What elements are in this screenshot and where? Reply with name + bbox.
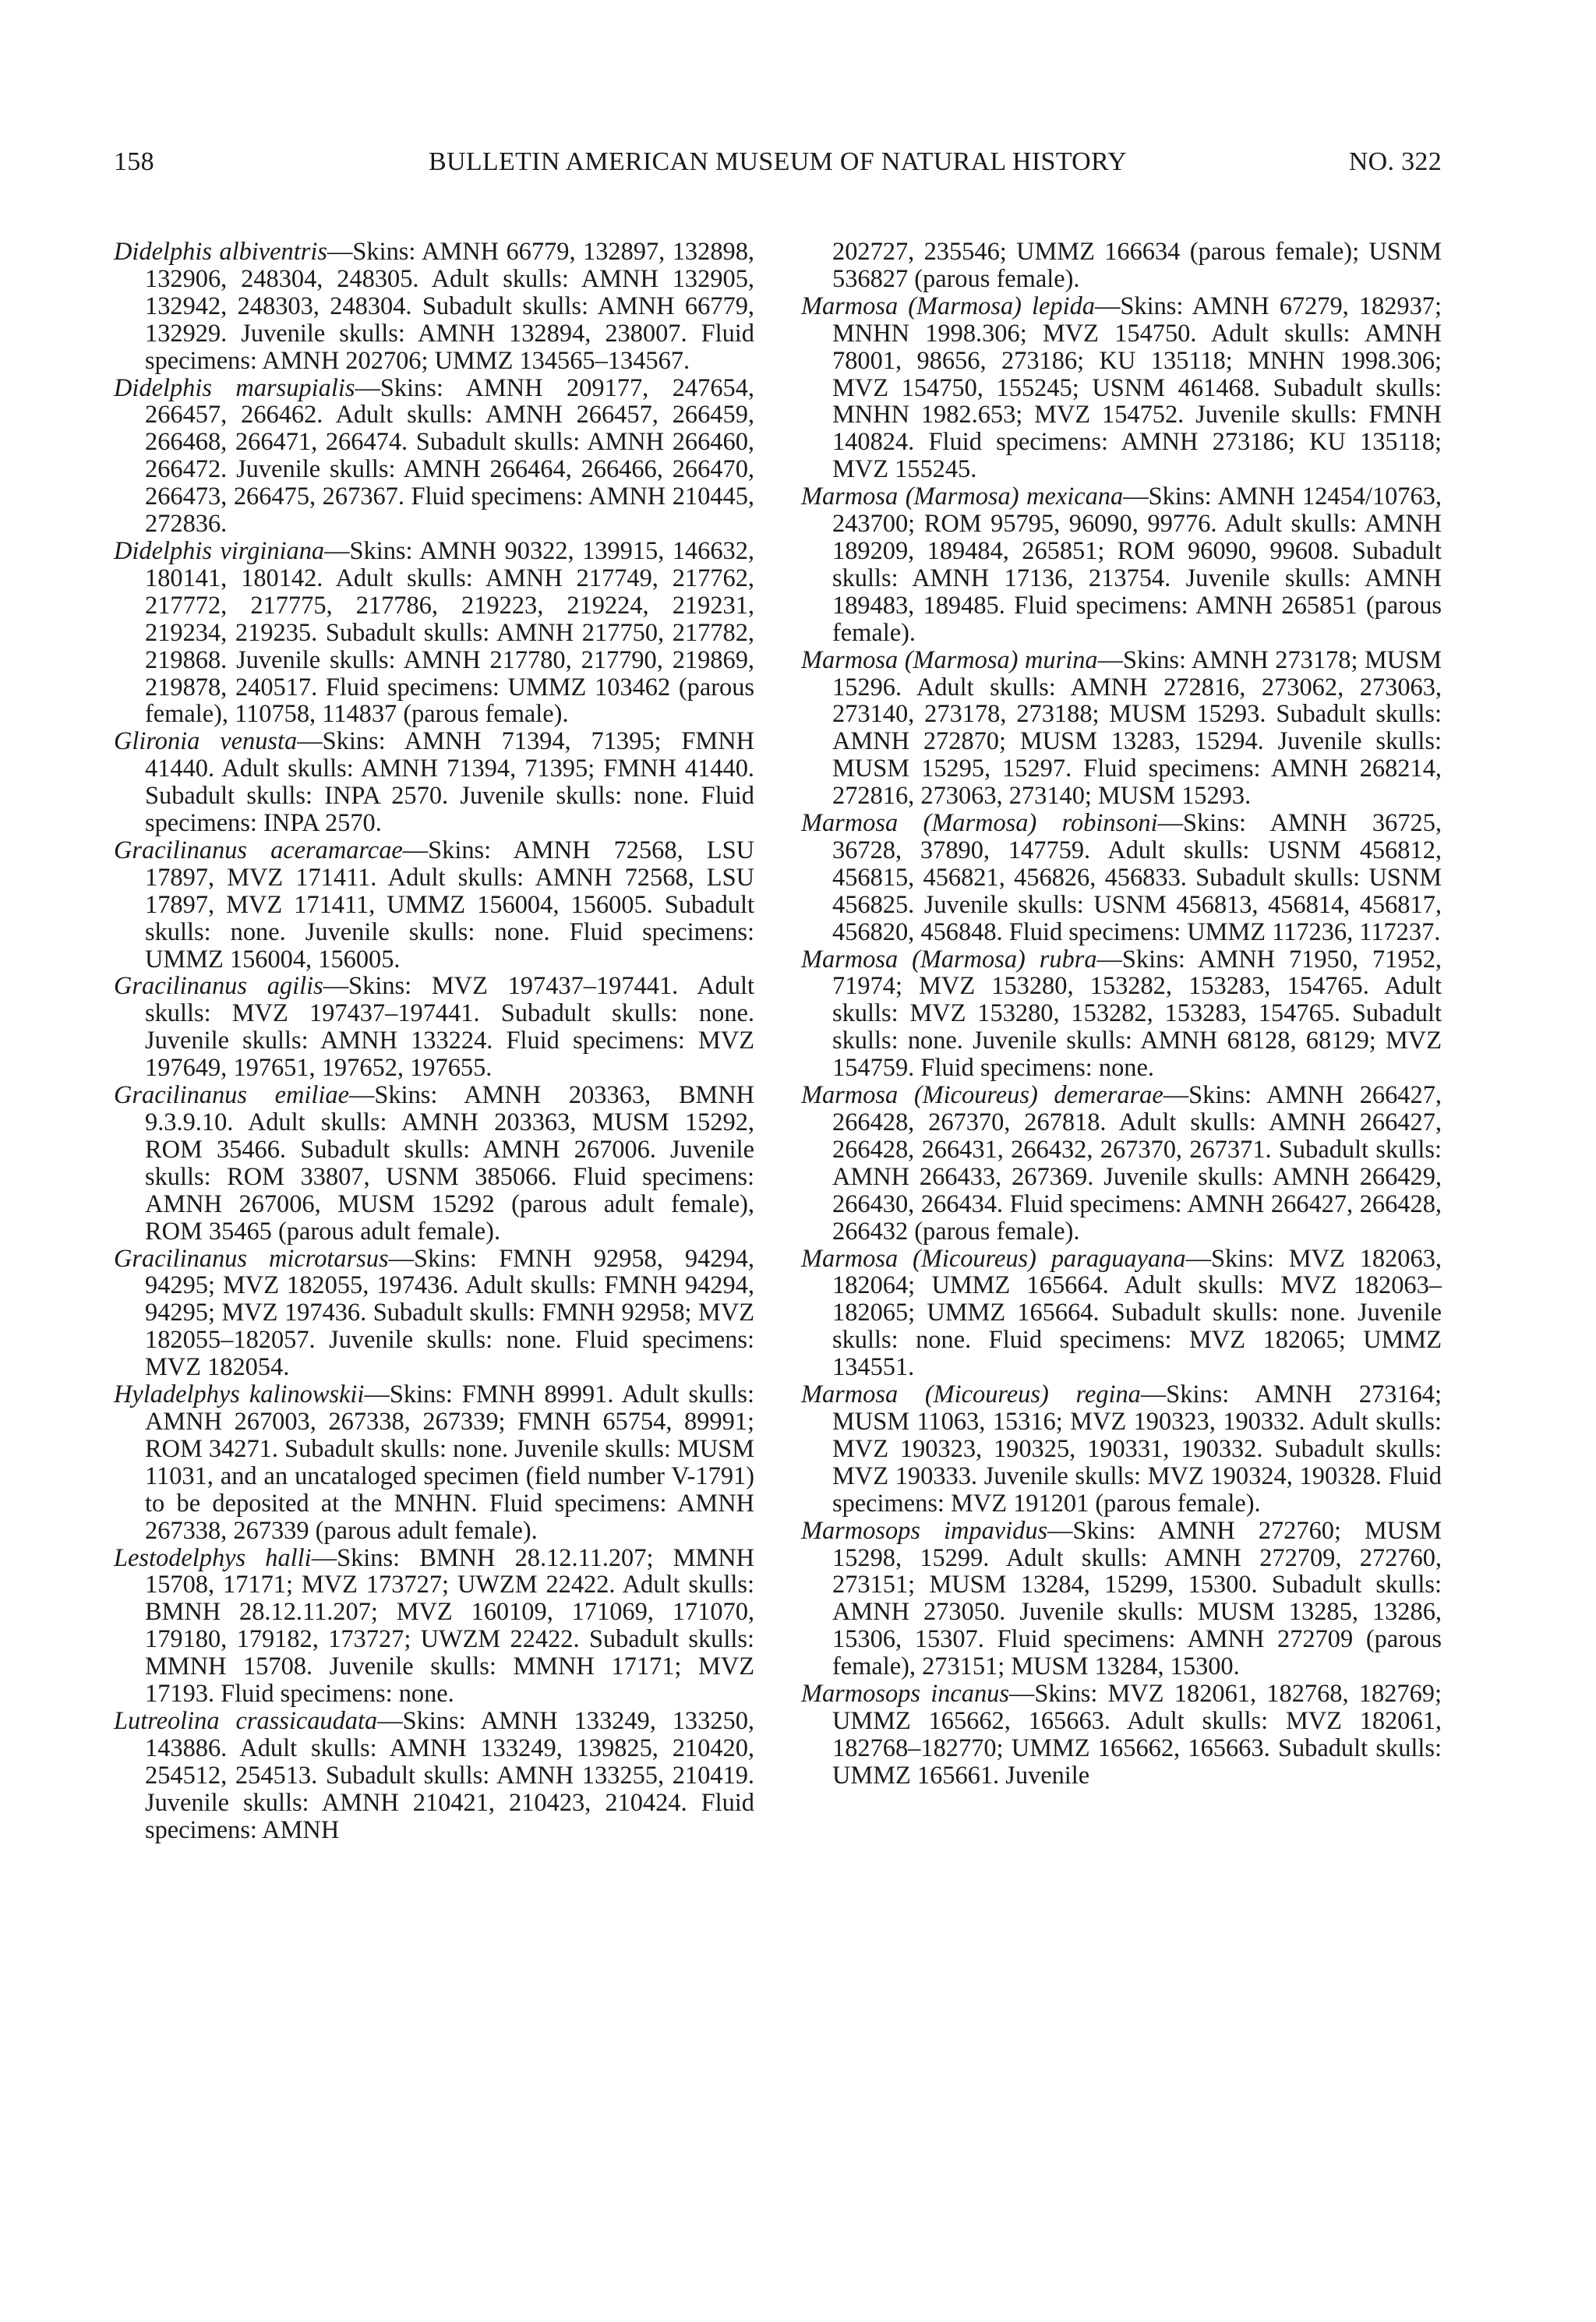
specimen-list: —Skins: AMNH 272760; MUSM 15298, 15299. Adult skulls: AMNH 272709, 272760, 273151; MUSM 13284, 15299, 15300. Subadult skulls: AMNH 273050. Juvenile skulls: MUSM 13285, 13286, 15306, 15307. Fluid specimens: AMNH 272709 (parous female), 273151; MUSM 13284, 15300. (832, 1516, 1442, 1681)
species-name: Marmosops incanus (801, 1680, 1009, 1709)
species-name: Marmosa (Micoureus) demerarae (801, 1081, 1163, 1110)
specimen-entry-continuation (801, 239, 1442, 293)
species-name: Marmosa (Marmosa) mexicana (801, 482, 1124, 511)
species-name: Marmosa (Micoureus) regina (801, 1380, 1141, 1409)
specimen-list: —Skins: AMNH 67279, 182937; MNHN 1998.306; MVZ 154750. Adult skulls: AMNH 78001, 98656, 273186; KU 135118; MNHN 1998.306; MVZ 154750, 155245; USNM 461468. Subadult skulls: MNHN 1982.653; MVZ 154752. Juvenile skulls: FMNH 140824. Fluid specimens: AMNH 273186; KU 135118; MVZ 155245. (832, 292, 1442, 484)
specimen-list: —Skins: AMNH 203363, BMNH 9.3.9.10. Adult skulls: AMNH 203363, MUSM 15292, ROM 35466. Subadult skulls: AMNH 267006. Juvenile skulls: ROM 33807, USNM 385066. Fluid specimens: AMNH 267006, MUSM 15292 (parous adult female), ROM 35465 (parous adult female). (145, 1081, 755, 1246)
specimen-entry (801, 483, 1442, 646)
specimen-entry (801, 1681, 1442, 1790)
specimen-list: —Skins: AMNH 273164; MUSM 11063, 15316; MVZ 190323, 190332. Adult skulls: MVZ 190323, 190325, 190331, 190332. Subadult skulls: MVZ 190333. Juvenile skulls: MVZ 190324, 190328. Fluid specimens: MVZ 191201 (parous female). (832, 1380, 1442, 1518)
specimen-list: —Skins: AMNH 133249, 133250, 143886. Adult skulls: AMNH 133249, 139825, 210420, 254512, 254513. Subadult skulls: AMNH 133255, 210419. Juvenile skulls: AMNH 210421, 210423, 210424. Fluid specimens: AMNH (145, 1706, 754, 1844)
species-name: Hyladelphys kalinowskii (114, 1380, 365, 1409)
specimen-list: —Skins: AMNH 273178; MUSM 15296. Adult skulls: AMNH 272816, 273062, 273063, 273140, 273178, 273188; MUSM 15293. Subadult skulls: AMNH 272870; MUSM 13283, 15294. Juvenile skulls: MUSM 15295, 15297. Fluid specimens: AMNH 268214, 272816, 273063, 273140; MUSM 15293. (832, 645, 1442, 811)
specimen-entry (801, 810, 1442, 946)
species-name: Lutreolina crassicaudata (114, 1706, 378, 1735)
specimen-list: —Skins: AMNH 36725, 36728, 37890, 147759. Adult skulls: USNM 456812, 456815, 456821, 456826, 456833. Subadult skulls: USNM 456825. Juvenile skulls: USNM 456813, 456814, 456817, 456820, 456848. Fluid specimens: UMMZ 117236, 117237. (832, 809, 1442, 946)
species-name: Didelphis marsupialis (114, 373, 355, 402)
specimen-entry (801, 946, 1442, 1083)
specimen-list: —Skins: AMNH 72568, LSU 17897, MVZ 171411. Adult skulls: AMNH 72568, LSU 17897, MVZ 171411, UMMZ 156004, 156005. Subadult skulls: none. Juvenile skulls: none. Fluid specimens: UMMZ 156004, 156005. (145, 836, 754, 974)
specimen-entry (114, 837, 754, 974)
specimen-entry (801, 1246, 1442, 1382)
specimen-entry (114, 973, 754, 1082)
issue-number: NO. 322 (1348, 147, 1442, 176)
specimen-entry (801, 1082, 1442, 1245)
specimen-list: —Skins: MVZ 182061, 182768, 182769; UMMZ 165662, 165663. Adult skulls: MVZ 182061, 182768–182770; UMMZ 165662, 165663. Subadult skulls: UMMZ 165661. Juvenile (832, 1680, 1442, 1790)
specimen-list: —Skins: AMNH 266427, 266428, 267370, 267818. Adult skulls: AMNH 266427, 266428, 266431, 266432, 267370, 267371. Subadult skulls: AMNH 266433, 267369. Juvenile skulls: AMNH 266429, 266430, 266434. Fluid specimens: AMNH 266427, 266428, 266432 (parous female). (832, 1081, 1442, 1246)
species-name: Didelphis albiventris (114, 238, 327, 266)
specimen-list: 202727, 235546; UMMZ 166634 (parous female); USNM 536827 (parous female). (832, 238, 1442, 293)
species-name: Glironia venusta (114, 727, 298, 756)
species-name: Gracilinanus microtarsus (114, 1244, 389, 1273)
species-name: Marmosa (Marmosa) lepida (801, 292, 1095, 320)
running-header (114, 145, 1442, 179)
species-name: Gracilinanus aceramarcae (114, 836, 403, 864)
specimen-list: —Skins: FMNH 89991. Adult skulls: AMNH 267003, 267338, 267339; FMNH 65754, 89991; ROM 34271. Subadult skulls: none. Juvenile skulls: MUSM 11031, and an uncataloged specimen (field number V-1791) to be deposited at the MNHN. Fluid specimens: AMNH 267338, 267339 (parous adult female). (145, 1380, 754, 1545)
specimen-entry (114, 538, 754, 728)
page-number: 158 (114, 147, 154, 176)
specimen-entry (114, 728, 754, 837)
specimen-list: —Skins: AMNH 209177, 247654, 266457, 266462. Adult skulls: AMNH 266457, 266459, 266468, 266471, 266474. Subadult skulls: AMNH 266460, 266472. Juvenile skulls: AMNH 266464, 266466, 266470, 266473, 266475, 267367. Fluid specimens: AMNH 210445, 272836. (145, 373, 755, 539)
species-name: Gracilinanus emiliae (114, 1081, 349, 1110)
specimen-list: —Skins: AMNH 66779, 132897, 132898, 132906, 248304, 248305. Adult skulls: AMNH 132905, 132942, 248303, 248304. Subadult skulls: AMNH 66779, 132929. Juvenile skulls: AMNH 132894, 238007. Fluid specimens: AMNH 202706; UMMZ 134565–134567. (145, 238, 754, 375)
specimen-entry (114, 1381, 754, 1544)
right-column (801, 239, 1442, 1790)
specimen-list: —Skins: AMNH 90322, 139915, 146632, 180141, 180142. Adult skulls: AMNH 217749, 217762, 217772, 217775, 217786, 219223, 219224, 219231, 219234, 219235. Subadult skulls: AMNH 217750, 217782, 219868. Juvenile skulls: AMNH 217780, 217790, 219869, 219878, 240517. Fluid specimens: UMMZ 103462 (parous female), 110758, 114837 (parous female). (145, 536, 755, 729)
specimen-entry (114, 239, 754, 375)
specimen-list: —Skins: AMNH 12454/10763, 243700; ROM 95795, 96090, 99776. Adult skulls: AMNH 189209, 189484, 265851; ROM 96090, 99608. Subadult skulls: AMNH 17136, 213754. Juvenile skulls: AMNH 189483, 189485. Fluid specimens: AMNH 265851 (parous female). (832, 482, 1442, 647)
species-name: Marmosa (Marmosa) robinsoni (801, 809, 1158, 838)
species-name: Marmosops impavidus (801, 1516, 1048, 1545)
species-name: Marmosa (Marmosa) murina (801, 645, 1098, 674)
species-name: Lestodelphys halli (114, 1543, 312, 1572)
specimen-list: —Skins: AMNH 71950, 71952, 71974; MVZ 153280, 153282, 153283, 154765. Adult skulls: MVZ 153280, 153282, 153283, 154765. Subadult skulls: none. Juvenile skulls: AMNH 68128, 68129; MVZ 154759. Fluid specimens: none. (832, 945, 1442, 1083)
specimen-entry (801, 1518, 1442, 1681)
specimen-entry (114, 1708, 754, 1844)
specimen-entry (801, 293, 1442, 483)
running-title: BULLETIN AMERICAN MUSEUM OF NATURAL HISTORY (428, 147, 1127, 176)
specimen-list: —Skins: AMNH 71394, 71395; FMNH 41440. Adult skulls: AMNH 71394, 71395; FMNH 41440. Subadult skulls: INPA 2570. Juvenile skulls: none. Fluid specimens: INPA 2570. (145, 727, 755, 838)
species-name: Didelphis virginiana (114, 536, 325, 565)
specimen-entry (801, 1381, 1442, 1518)
specimen-entry (114, 1545, 754, 1708)
species-name: Marmosa (Micoureus) paraguayana (801, 1244, 1186, 1273)
specimen-list: —Skins: MVZ 197437–197441. Adult skulls: MVZ 197437–197441. Subadult skulls: none. Juvenile skulls: AMNH 133224. Fluid specimens: MVZ 197649, 197651, 197652, 197655. (145, 972, 754, 1083)
specimen-entry (114, 375, 754, 538)
species-name: Gracilinanus agilis (114, 972, 323, 1001)
specimen-list: —Skins: MVZ 182063, 182064; UMMZ 165664. Adult skulls: MVZ 182063–182065; UMMZ 165664. Subadult skulls: none. Juvenile skulls: none. Fluid specimens: MVZ 182065; UMMZ 134551. (832, 1244, 1442, 1382)
specimen-entry (114, 1246, 754, 1382)
specimen-list: —Skins: FMNH 92958, 94294, 94295; MVZ 182055, 197436. Adult skulls: FMNH 94294, 94295; MVZ 197436. Subadult skulls: FMNH 92958; MVZ 182055–182057. Juvenile skulls: none. Fluid specimens: MVZ 182054. (145, 1244, 754, 1382)
specimen-entry (801, 647, 1442, 810)
left-column (114, 239, 754, 1843)
specimen-entry (114, 1082, 754, 1245)
specimen-list: —Skins: BMNH 28.12.11.207; MMNH 15708, 17171; MVZ 173727; UWZM 22422. Adult skulls: BMNH 28.12.11.207; MVZ 160109, 171069, 171070, 179180, 179182, 173727; UWZM 22422. Subadult skulls: MMNH 15708. Juvenile skulls: MMNH 17171; MVZ 17193. Fluid specimens: none. (145, 1543, 754, 1709)
species-name: Marmosa (Marmosa) rubra (801, 945, 1097, 974)
